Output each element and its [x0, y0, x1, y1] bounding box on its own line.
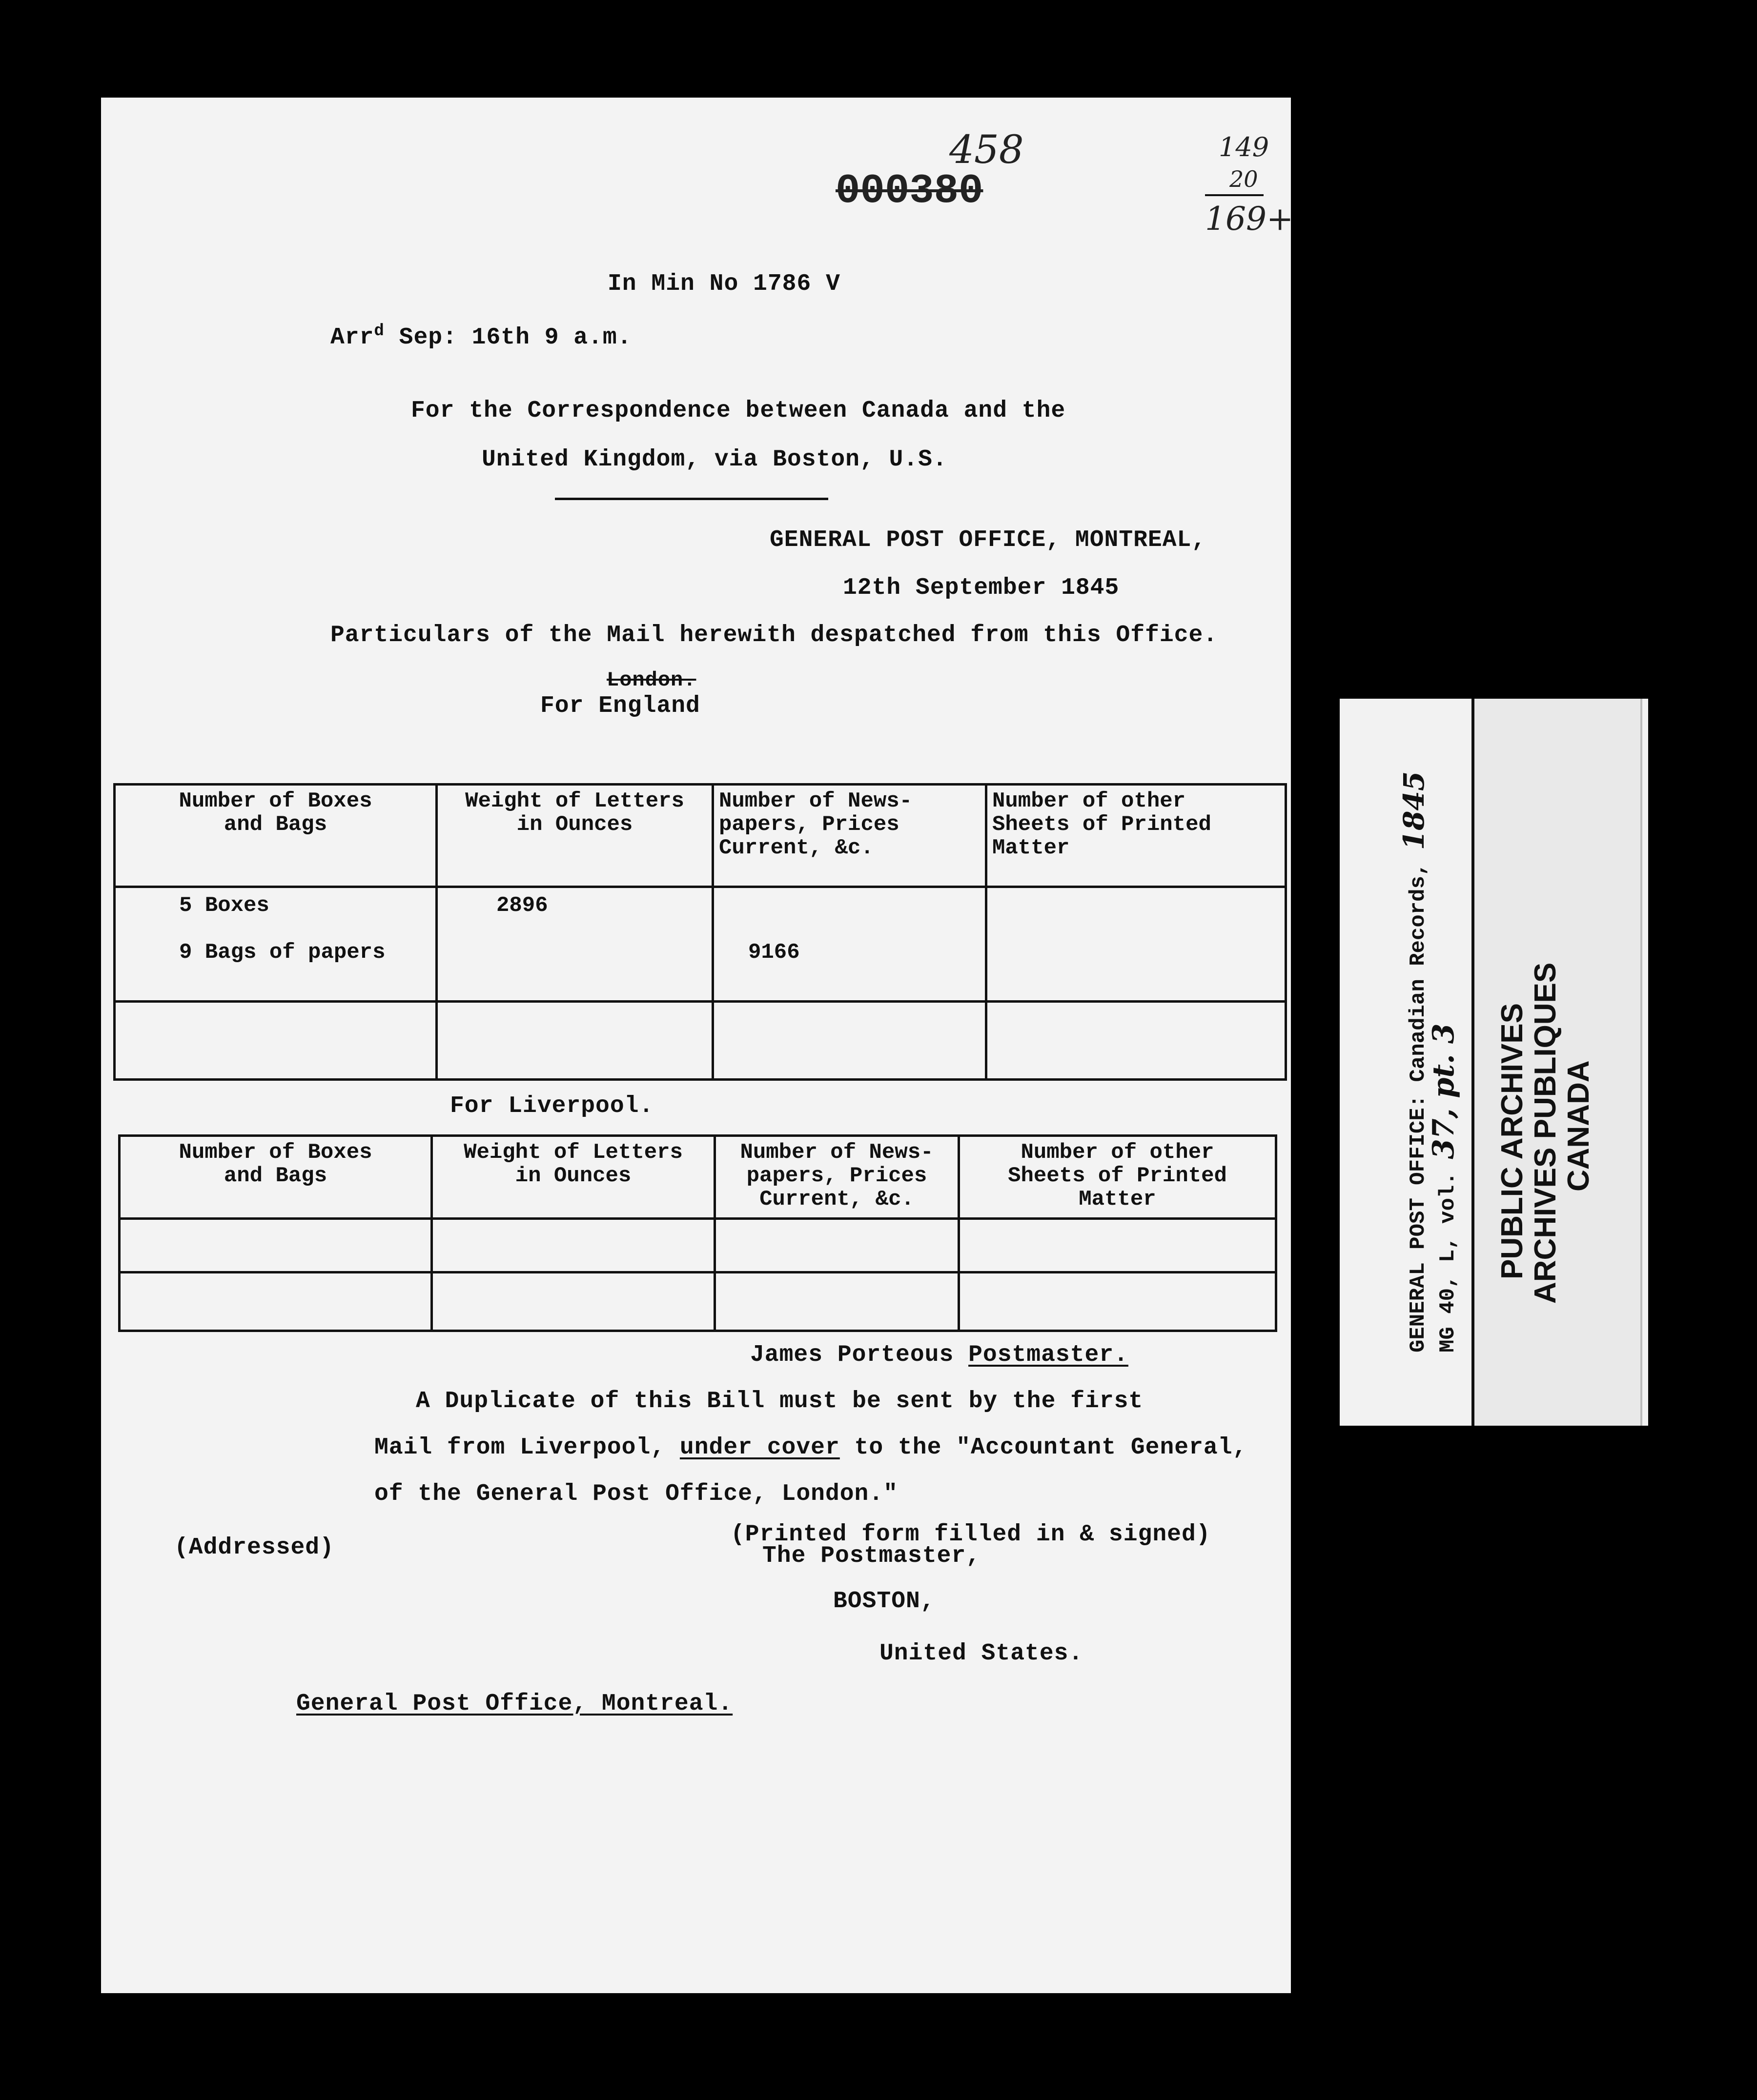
- margin-sum-2: 20: [1229, 166, 1258, 192]
- cell-letter-weight: 2896: [437, 887, 713, 1002]
- header-letter-weight: Weight of Letters in Ounces: [432, 1136, 715, 1219]
- liverpool-mail-table: [118, 1134, 1277, 1332]
- table-cell: [432, 1272, 715, 1331]
- arrived-sup: d: [374, 322, 385, 341]
- archive-line-1: [1397, 771, 1430, 1353]
- page-number: 458: [949, 127, 1024, 172]
- header-boxes-bags: Number of Boxes and Bags: [120, 1136, 432, 1219]
- arrived-prefix: Arr: [330, 324, 374, 351]
- england-mail-table: [113, 783, 1287, 1081]
- table-cell: [120, 1272, 432, 1331]
- header-rule: [555, 498, 828, 500]
- table-cell: [986, 1002, 1286, 1080]
- table-row: [120, 1272, 1276, 1331]
- minute-reference: In Min No 1786 V: [608, 271, 840, 297]
- header-letter-weight: Weight of Letters in Ounces: [437, 785, 713, 887]
- destination-heading: For England: [540, 693, 700, 719]
- margin-sum-rule: [1205, 194, 1264, 196]
- table-header-row: [115, 785, 1286, 887]
- table-header-row: [120, 1136, 1276, 1219]
- archive-line-2-printed: MG 40, L, vol.: [1436, 1172, 1460, 1353]
- sender-office: General Post Office, Montreal.: [296, 1691, 733, 1717]
- addressed-label: (Addressed): [174, 1535, 334, 1561]
- cell-printed-sheets: [986, 887, 1286, 1002]
- header-boxes-bags: Number of Boxes and Bags: [115, 785, 437, 887]
- archive-line-1-printed: GENERAL POST OFFICE: Canadian Records,: [1406, 863, 1430, 1353]
- stamp-line-1: PUBLIC ARCHIVES: [1495, 1003, 1529, 1279]
- table-row: [120, 1219, 1276, 1272]
- dispatch-date: 12th September 1845: [843, 575, 1120, 601]
- printed-form-note: (Printed form filled in & signed): [731, 1521, 1211, 1548]
- table-cell: [120, 1219, 432, 1272]
- purpose-line-1: For the Correspondence between Canada and the: [411, 398, 1066, 424]
- header-newspapers: Number of News- papers, Prices Current, &c.: [713, 785, 986, 887]
- arrived-rest: Sep: 16th 9 a.m.: [399, 324, 632, 351]
- duplicate-line-2c: to the "Accountant General,: [854, 1434, 1247, 1461]
- table-cell: [959, 1272, 1276, 1331]
- duplicate-line-1: A Duplicate of this Bill must be sent by the first: [416, 1388, 1144, 1414]
- addressee-line-2: BOSTON,: [833, 1588, 935, 1615]
- document-page: [101, 98, 1294, 1993]
- archive-line-1-hand: 1845: [1397, 771, 1430, 850]
- table-cell: [432, 1219, 715, 1272]
- table-cell: [115, 1002, 437, 1080]
- signature-line: [750, 1342, 1128, 1368]
- margin-sum-1: 149: [1219, 132, 1269, 162]
- arrived-note: [330, 322, 632, 351]
- archive-line-2-hand: 37, pt. 3: [1427, 1023, 1461, 1159]
- duplicate-line-2: [374, 1434, 1247, 1461]
- addressee-line-1: The Postmaster,: [762, 1543, 981, 1569]
- margin-sum-3: 169+: [1205, 200, 1294, 238]
- table-cell: [713, 1002, 986, 1080]
- particulars-line: Particulars of the Mail herewith despatched from this Office.: [330, 622, 1218, 648]
- header-newspapers: Number of News- papers, Prices Current, &c.: [715, 1136, 959, 1219]
- liverpool-heading: For Liverpool.: [450, 1093, 654, 1119]
- duplicate-line-2b: under cover: [679, 1434, 840, 1461]
- archive-line-2: [1427, 1023, 1461, 1353]
- archive-reference-label: [1340, 699, 1648, 1426]
- cell-newspapers: 9166: [713, 887, 986, 1002]
- stamp-line-3: CANADA: [1562, 1060, 1595, 1191]
- table-cell: [959, 1219, 1276, 1272]
- duplicate-line-2a: Mail from Liverpool,: [374, 1434, 666, 1461]
- postmaster-name: James Porteous: [750, 1342, 954, 1368]
- addressee-line-3: United States.: [879, 1640, 1083, 1667]
- cell-boxes-bags: 5 Boxes 9 Bags of papers: [115, 887, 437, 1002]
- struck-destination: London.: [607, 668, 696, 692]
- table-cell: [715, 1219, 959, 1272]
- office-name: GENERAL POST OFFICE, MONTREAL,: [770, 527, 1206, 553]
- struck-number: 000380: [836, 168, 983, 215]
- postmaster-title: Postmaster.: [968, 1342, 1128, 1368]
- table-cell: [437, 1002, 713, 1080]
- archive-stamp-band: [1471, 699, 1642, 1426]
- header-printed-sheets: Number of other Sheets of Printed Matter: [959, 1136, 1276, 1219]
- header-printed-sheets: Number of other Sheets of Printed Matter: [986, 785, 1286, 887]
- table-cell: [715, 1272, 959, 1331]
- table-row: [115, 1002, 1286, 1080]
- table-row: [115, 887, 1286, 1002]
- stamp-line-2: ARCHIVES PUBLIQUES: [1529, 962, 1562, 1304]
- duplicate-line-3: of the General Post Office, London.": [374, 1481, 898, 1507]
- purpose-line-2: United Kingdom, via Boston, U.S.: [482, 446, 947, 473]
